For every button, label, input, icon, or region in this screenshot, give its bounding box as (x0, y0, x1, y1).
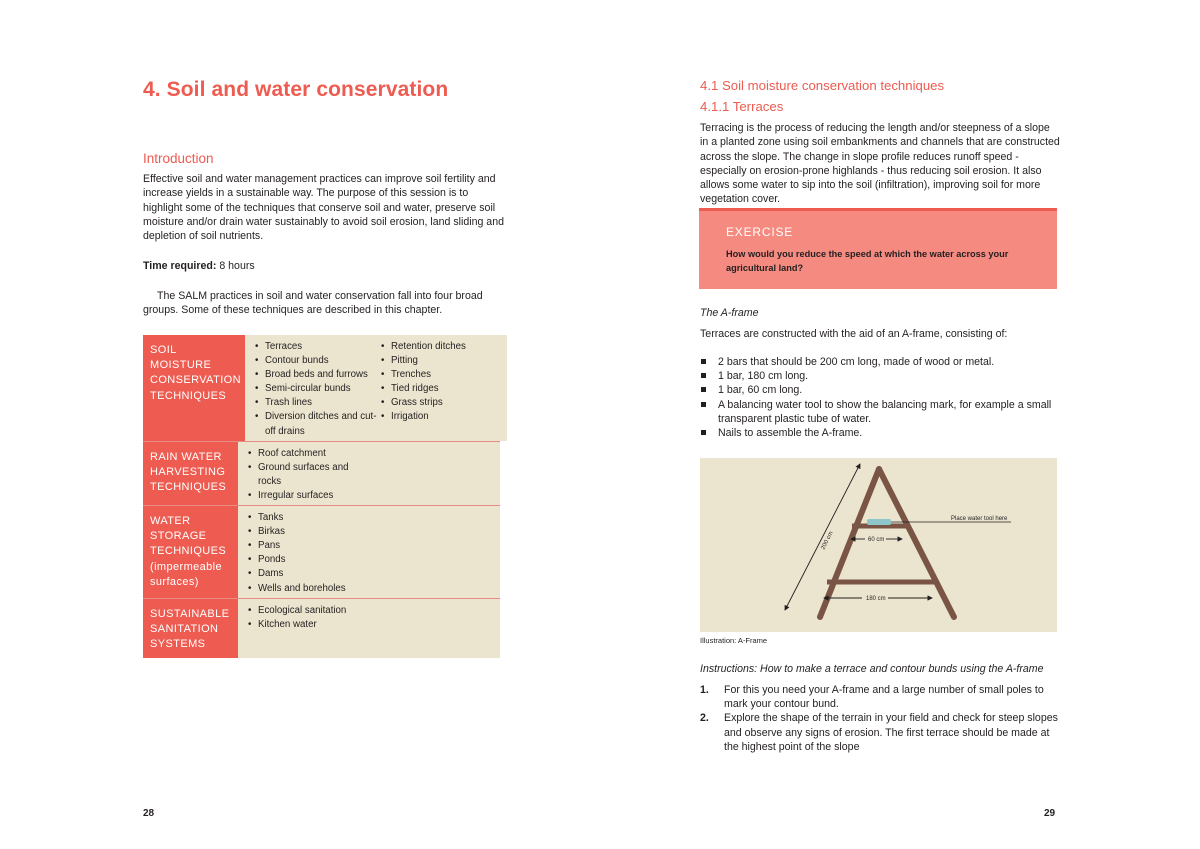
technique-column (255, 340, 381, 439)
technique-item: • Irrigation (381, 410, 507, 424)
instruction-text: Explore the shape of the terrain in your field and check for steep slopes and observe any signs of erosion. The first terrace should be made at the highest point of the slope (724, 712, 1058, 753)
technique-items (238, 506, 500, 598)
instructions-heading: Instructions: How to make a terrace and contour bunds using the A-frame (700, 663, 1044, 675)
aframe-part-item: Nails to assemble the A-frame. (700, 426, 1060, 440)
page-number-right: 29 (1044, 808, 1056, 819)
label-water-tool: Place water tool here (951, 516, 1008, 522)
technique-item: • Wells and boreholes (248, 582, 374, 596)
technique-item: • Tied ridges (381, 382, 507, 396)
instruction-item (700, 683, 1060, 711)
exercise-title: EXERCISE (726, 225, 794, 239)
aframe-part-item: 1 bar, 180 cm long. (700, 369, 1060, 383)
illustration-caption: Illustration: A-Frame (700, 636, 768, 645)
section-heading: 4.1 Soil moisture conservation techniques (700, 78, 945, 93)
label-200cm: 200 cm (820, 530, 835, 551)
technique-item: • Roof catchment (248, 447, 374, 461)
instruction-number: 1. (700, 684, 709, 696)
technique-item: • Pitting (381, 354, 507, 368)
technique-item: • Tanks (248, 511, 374, 525)
aframe-part-item: 2 bars that should be 200 cm long, made of wood or metal. (700, 355, 1060, 369)
technique-item: • Irregular surfaces (248, 489, 374, 503)
technique-column (248, 447, 374, 503)
time-label: Time required: (143, 260, 217, 272)
technique-items (238, 599, 500, 659)
technique-item: • Diversion ditches and cut-off drains (255, 410, 381, 438)
exercise-box (699, 208, 1057, 289)
technique-item: • Broad beds and furrows (255, 368, 381, 382)
label-60cm: 60 cm (868, 537, 885, 543)
instructions-list (700, 683, 1060, 754)
aframe-part-item: 1 bar, 60 cm long. (700, 383, 1060, 397)
intro-paragraph: Effective soil and water management practices can improve soil fertility and increase yields in a sustainable way. The purpose of this session is to highlight some of the techniques that conserve soil and water, preserve soil moisture and/or drain water sustainably to avoid soil erosion, land sliding and depletion of soil nutrients. (143, 173, 504, 243)
aframe-part-item: A balancing water tool to show the balancing mark, for example a small transparent plastic tube of water. (700, 398, 1060, 426)
technique-item: • Ecological sanitation (248, 604, 374, 618)
aframe-heading: The A-frame (700, 307, 759, 319)
technique-item: • Dams (248, 567, 374, 581)
technique-item: • Trash lines (255, 396, 381, 410)
subsection-heading: 4.1.1 Terraces (700, 99, 784, 114)
technique-item: • Trenches (381, 368, 507, 382)
techniques-row (143, 599, 500, 659)
aframe-diagram (700, 458, 1057, 632)
instruction-number: 2. (700, 712, 709, 725)
right-page (600, 0, 1200, 849)
technique-item: • Terraces (255, 340, 381, 354)
technique-column (374, 447, 500, 503)
technique-item: • Pans (248, 539, 374, 553)
salm-paragraph: The SALM practices in soil and water conservation fall into four broad groups. Some of these techniques are described in this chapter. (143, 290, 483, 317)
technique-column (248, 604, 374, 657)
technique-item: • Grass strips (381, 396, 507, 410)
technique-column (248, 511, 374, 596)
technique-item: • Ponds (248, 553, 374, 567)
technique-item: • Semi-circular bunds (255, 382, 381, 396)
aframe-right-leg (879, 469, 954, 617)
technique-category-label: WATER STORAGE TECHNIQUES (impermeable surfaces) (143, 506, 238, 598)
label-180cm: 180 cm (866, 596, 886, 602)
technique-item: • Ground surfaces and rocks (248, 461, 374, 489)
technique-item: • Retention ditches (381, 340, 507, 354)
technique-items (238, 442, 500, 505)
technique-column (374, 511, 500, 596)
technique-items (245, 335, 507, 441)
techniques-table (143, 335, 500, 658)
technique-category-label: RAIN WATER HARVESTING TECHNIQUES (143, 442, 238, 505)
intro-heading: Introduction (143, 151, 214, 166)
techniques-row (143, 442, 500, 506)
page-number-left: 28 (143, 808, 155, 819)
aframe-parts-list (700, 355, 1060, 440)
techniques-row (143, 335, 500, 442)
technique-item: • Birkas (248, 525, 374, 539)
technique-category-label: SUSTAINABLE SANITATION SYSTEMS (143, 599, 238, 659)
technique-item: • Kitchen water (248, 618, 374, 632)
technique-item: • Contour bunds (255, 354, 381, 368)
exercise-question: How would you reduce the speed at which the water across your agricultural land? (726, 249, 1009, 273)
time-required (143, 259, 255, 273)
aframe-intro: Terraces are constructed with the aid of an A-frame, consisting of: (700, 328, 1008, 340)
chapter-title: 4. Soil and water conservation (143, 78, 449, 101)
aframe-illustration (700, 458, 1057, 632)
technique-column (381, 340, 507, 439)
time-value: 8 hours (216, 260, 255, 272)
terracing-paragraph: Terracing is the process of reducing the length and/or steepness of a slope in a planted zone using soil embankments and channels that are constructed across the slope. The change in slope profile reduces runoff speed - especially on erosion-prone highlands - thus reducing soil erosion. It also allows some water to sip into the soil (infiltration), improving soil for more vegetation cover. (700, 122, 1060, 206)
water-tool (867, 519, 891, 525)
technique-category-label: SOIL MOISTURE CONSERVATION TECHNIQUES (143, 335, 245, 441)
technique-column (374, 604, 500, 657)
instruction-text: For this you need your A-frame and a large number of small poles to mark your contour bund. (724, 684, 1044, 711)
instruction-item (700, 711, 1060, 754)
techniques-row (143, 506, 500, 599)
